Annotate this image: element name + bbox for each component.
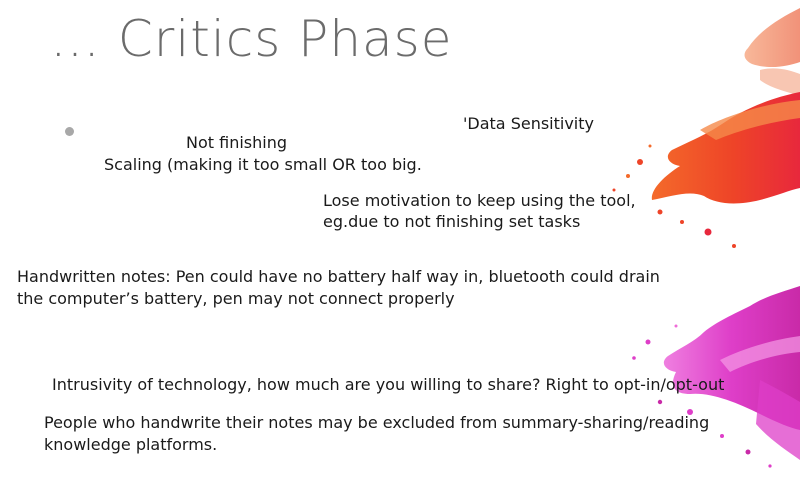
bullet-dot	[65, 127, 74, 136]
note-scaling: Scaling (making it too small OR too big.	[104, 155, 422, 174]
slide-title: … Critics Phase	[50, 10, 453, 68]
note-handwritten-line-2: the computer’s battery, pen may not connect properly	[17, 289, 455, 308]
peach-brush-stroke	[745, 8, 800, 67]
note-intrusivity: Intrusivity of technology, how much are you willing to share? Right to opt-in/opt-out	[52, 375, 725, 394]
note-not-finishing: Not finishing	[186, 133, 287, 152]
note-excluded-line-1: People who handwrite their notes may be excluded from summary-sharing/reading	[44, 413, 710, 432]
note-handwritten-line-1: Handwritten notes: Pen could have no battery half way in, bluetooth could drain	[17, 267, 660, 286]
note-data-sensitivity: 'Data Sensitivity	[463, 114, 594, 133]
note-motivation-line-2: eg.due to not finishing set tasks	[323, 212, 581, 231]
note-motivation-line-1: Lose motivation to keep using the tool,	[323, 191, 636, 210]
note-excluded-line-2: knowledge platforms.	[44, 435, 218, 454]
